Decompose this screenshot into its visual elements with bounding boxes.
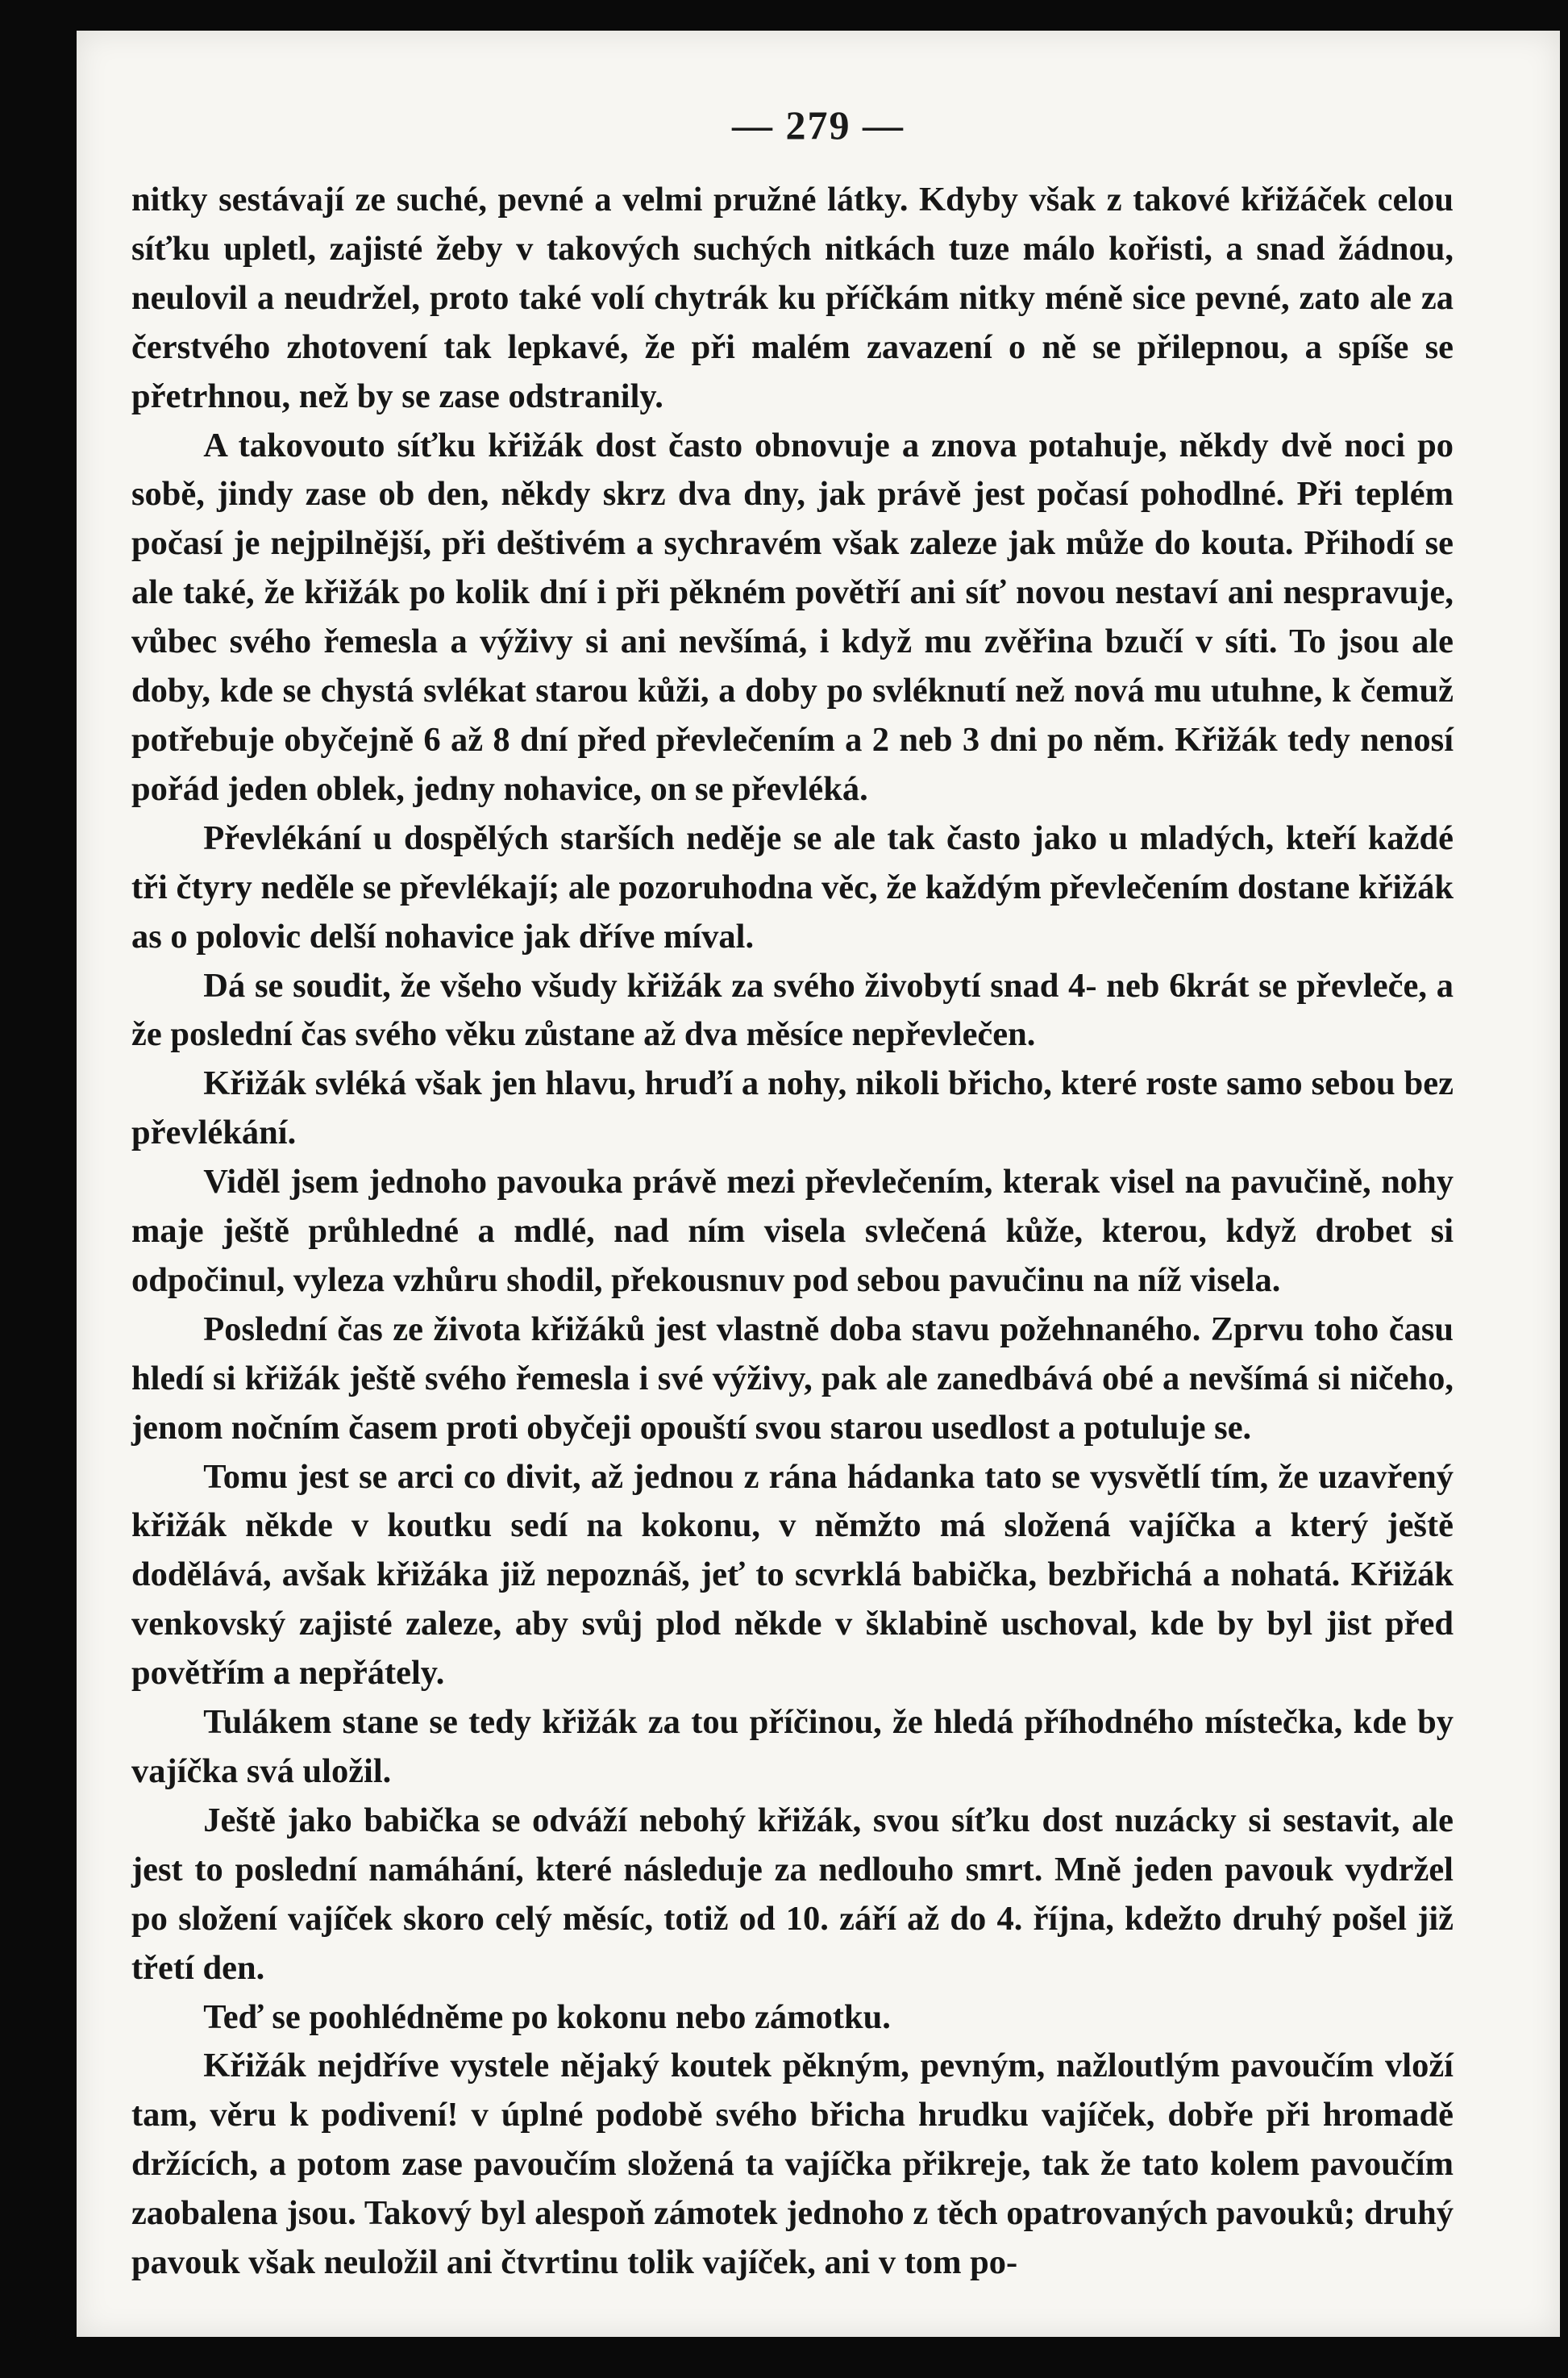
paragraph: Převlékání u dospělých starších neděje se ale tak často jako u mladých, kteří každé tři čtyry neděle se převlékají; ale pozoruhodna věc, že každým převlečením dostane křižák as o polovic delší nohavice jak dříve míval. xyxy=(131,818,1454,956)
paragraph: nitky sestávají ze suché, pevné a velmi pružné látky. Kdyby však z takové křižáček celou síťku upletl, zajisté žeby v takových suchých nitkách tuze málo kořisti, a snad žádnou, neulovil a neudržel, proto také volí chytrák ku příčkám nitky méně sice pevné, zato ale za čerstvého zhotovení tak lepkavé, že při malém zavazení o ně se přilepnou, a spíše se přetrhnou, než by se zase odstranily. xyxy=(131,181,1454,415)
paragraph: Teď se poohlédněme po kokonu nebo zámotku. xyxy=(203,1997,891,2036)
paragraph: Křižák nejdříve vystele nějaký koutek pěkným, pevným, nažloutlým pavoučím vloží tam, věru k podivení! v úplné podobě svého břicha hrudku vajíček, dobře při hromadě držících, a potom zase pavoučím složená ta vajíčka přikreje, tak že tato kolem pavoučím zaobalena jsou. Takový byl alespoň zámotek jednoho z těch opatrovaných pavouků; druhý pavouk však neuložil ani čtvrtinu tolik vajíček, ani v tom po- xyxy=(131,2047,1454,2282)
paragraph: A takovouto síťku křižák dost často obnovuje a znova potahuje, někdy dvě noci po sobě, jindy zase ob den, někdy skrz dva dny, jak právě jest počasí pohodlné. Při teplém počasí je nejpilnější, při deštivém a sychravém však zaleze jak může do kouta. Přihodí se ale také, že křižák po kolik dní i při pěkném povětří ani síť novou nestaví ani nespravuje, vůbec svého řemesla a výživy si ani nevšímá, i když mu zvěřina bzučí v síti. To jsou ale doby, kde se chystá svlékat starou kůži, a doby po svléknutí než nová mu utuhne, k čemuž potřebuje obyčejně 6 až 8 dní před převlečením a 2 neb 3 dni po něm. Křižák tedy nenosí pořád jeden oblek, jedny nohavice, on se převléká. xyxy=(131,426,1454,808)
page-number: — 279 — xyxy=(732,102,905,148)
paragraph: Tomu jest se arci co divit, až jednou z rána hádanka tato se vysvětlí tím, že uzavřený křižák někde v koutku sedí na kokonu, v němžto má složená vajíčka a který ještě dodělává, avšak křižáka již nepoznáš, jeť to scvrklá babička, bezbřichá a nohatá. Křižák venkovský zajisté zaleze, aby svůj plod někde v šklabině uschoval, kde by byl jist před povětřím a nepřátely. xyxy=(131,1457,1454,1693)
paragraph: Tulákem stane se tedy křižák za tou příčinou, že hledá příhodného místečka, kde by vajíčka svá uložil. xyxy=(131,1703,1454,1790)
paragraph: Poslední čas ze života křižáků jest vlastně doba stavu požehnaného. Zprvu toho času hledí si křižák ještě svého řemesla i své výživy, pak ale zanedbává obé a nevšímá si ničeho, jenom nočním časem proti obyčeji opouští svou starou usedlost a potuluje se. xyxy=(131,1310,1454,1447)
paragraph: Viděl jsem jednoho pavouka právě mezi převlečením, kterak visel na pavučině, nohy maje ještě průhledné a mdlé, nad ním visela svlečená kůže, kterou, když drobet si odpočinul, vyleza vzhůru shodil, překousnuv pod sebou pavučinu na níž visela. xyxy=(131,1163,1454,1299)
paragraph: Ještě jako babička se odváží nebohý křižák, svou síťku dost nuzácky si sestavit, ale jest to poslední namáhání, které následuje za nedlouho smrt. Mně jeden pavouk vydržel po složení vajíček skoro celý měsíc, totiž od 10. září až do 4. října, kdežto druhý pošel již třetí den. xyxy=(131,1801,1454,1987)
paragraph: Křižák svléká však jen hlavu, hruďí a nohy, nikoli břicho, které roste samo sebou bez převlékání. xyxy=(131,1064,1454,1152)
paragraph: Dá se soudit, že všeho všudy křižák za svého živobytí snad 4- neb 6krát se převleče, a že poslední čas svého věku zůstane až dva měsíce nepřevlečen. xyxy=(131,966,1454,1054)
page-text xyxy=(131,176,1454,2288)
book-page xyxy=(77,31,1560,2337)
